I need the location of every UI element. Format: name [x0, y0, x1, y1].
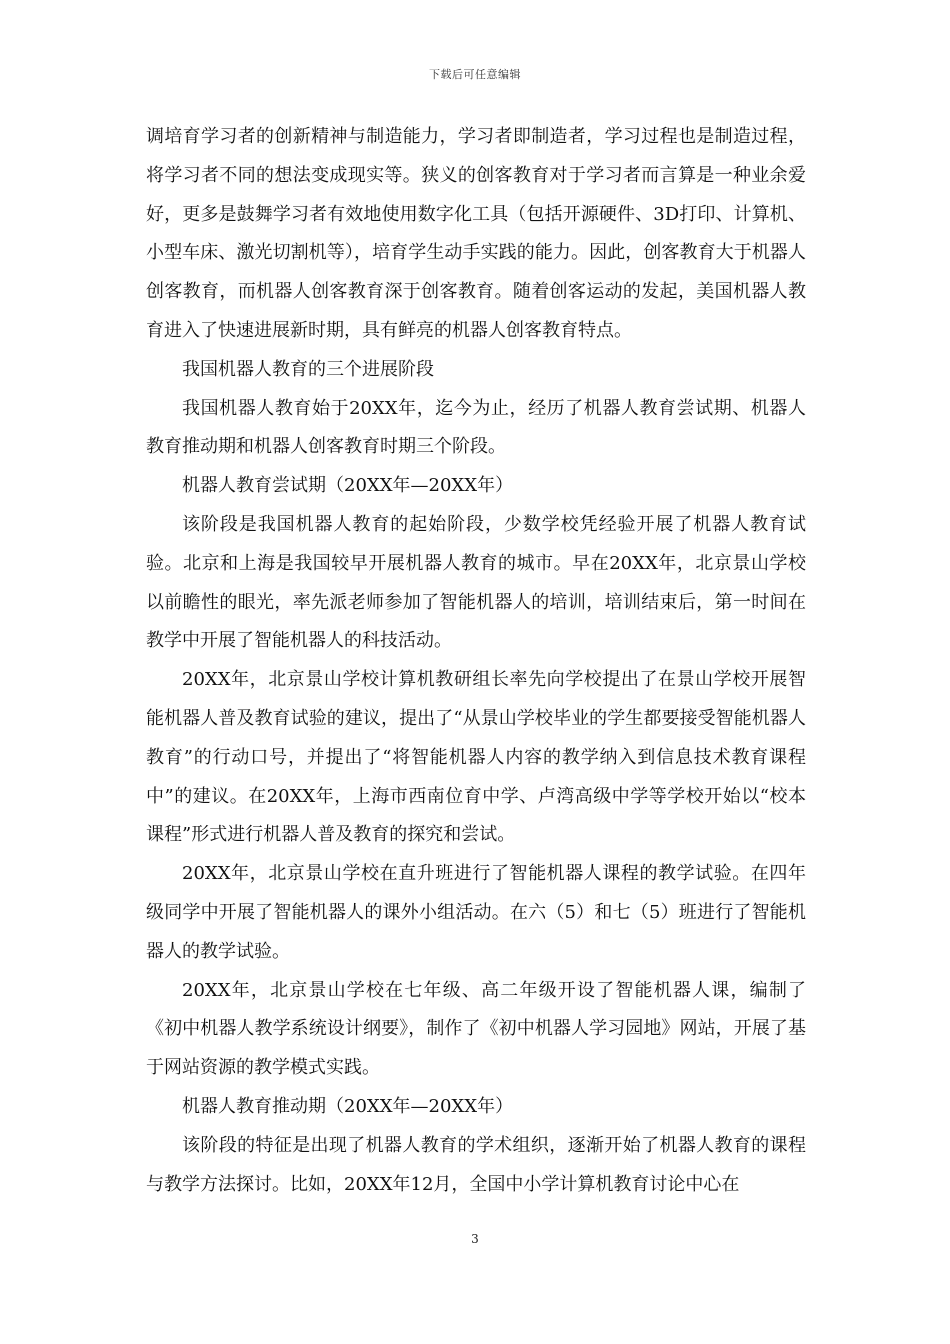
paragraph-stages-intro: 我国机器人教育始于20XX年，迄今为止，经历了机器人教育尝试期、机器人教育推动期和机器人创客教育时期三个阶段。 [146, 397, 806, 458]
paragraph-jingshan-course: 20XX年，北京景山学校在七年级、高二年级开设了智能机器人课，编制了《初中机器人教学系统设计纲要》，制作了《初中机器人学习园地》网站，开展了基于网站资源的教学模式实践。 [146, 979, 806, 1079]
subheading-trial-period: 机器人教育尝试期（20XX年—20XX年） [182, 475, 514, 497]
page-number: 3 [471, 1232, 479, 1246]
paragraph-jingshan-experiment: 20XX年，北京景山学校在直升班进行了智能机器人课程的教学试验。在四年级同学中开展了智能机器人的课外小组活动。在六（5）和七（5）班进行了智能机器人的教学试验。 [146, 863, 806, 962]
paragraph-jingshan-proposal: 20XX年，北京景山学校计算机教研组长率先向学校提出了在景山学校开展智能机器人普及教育试验的建议，提出了“从景山学校毕业的学生都要接受智能机器人教育”的行动口号，并提出了“将智能机器人内容的教学纳入到信息技术教育课程中”的建议。在20XX年，上海市西南位育中学、卢湾高级中学等学校开始以“校本课程”形式进行机器人普及教育的探究和尝试。 [146, 669, 806, 846]
page-header: 下载后可任意编辑 [429, 68, 521, 81]
document-body [146, 118, 806, 1204]
paragraph-promotion-period: 该阶段的特征是出现了机器人教育的学术组织，逐渐开始了机器人教育的课程与教学方法探讨。比如，20XX年12月，全国中小学计算机教育讨论中心在 [146, 1134, 806, 1195]
section-heading-three-stages: 我国机器人教育的三个进展阶段 [182, 358, 434, 380]
paragraph-trial-period: 该阶段是我国机器人教育的起始阶段，少数学校凭经验开展了机器人教育试验。北京和上海是我国较早开展机器人教育的城市。早在20XX年，北京景山学校以前瞻性的眼光，率先派老师参加了智能机器人的培训，培训结束后，第一时间在教学中开展了智能机器人的科技活动。 [146, 513, 806, 652]
paragraph-maker-education: 调培育学习者的创新精神与制造能力，学习者即制造者，学习过程也是制造过程，将学习者不同的想法变成现实等。狭义的创客教育对于学习者而言算是一种业余爱好，更多是鼓舞学习者有效地使用数字化工具（包括开源硬件、3D打印、计算机、小型车床、激光切割机等），培育学生动手实践的能力。因此，创客教育大于机器人创客教育，而机器人创客教育深于创客教育。随着创客运动的发起，美国机器人教育进入了快速进展新时期，具有鲜亮的机器人创客教育特点。 [146, 126, 806, 341]
subheading-promotion-period: 机器人教育推动期（20XX年—20XX年） [182, 1095, 514, 1117]
